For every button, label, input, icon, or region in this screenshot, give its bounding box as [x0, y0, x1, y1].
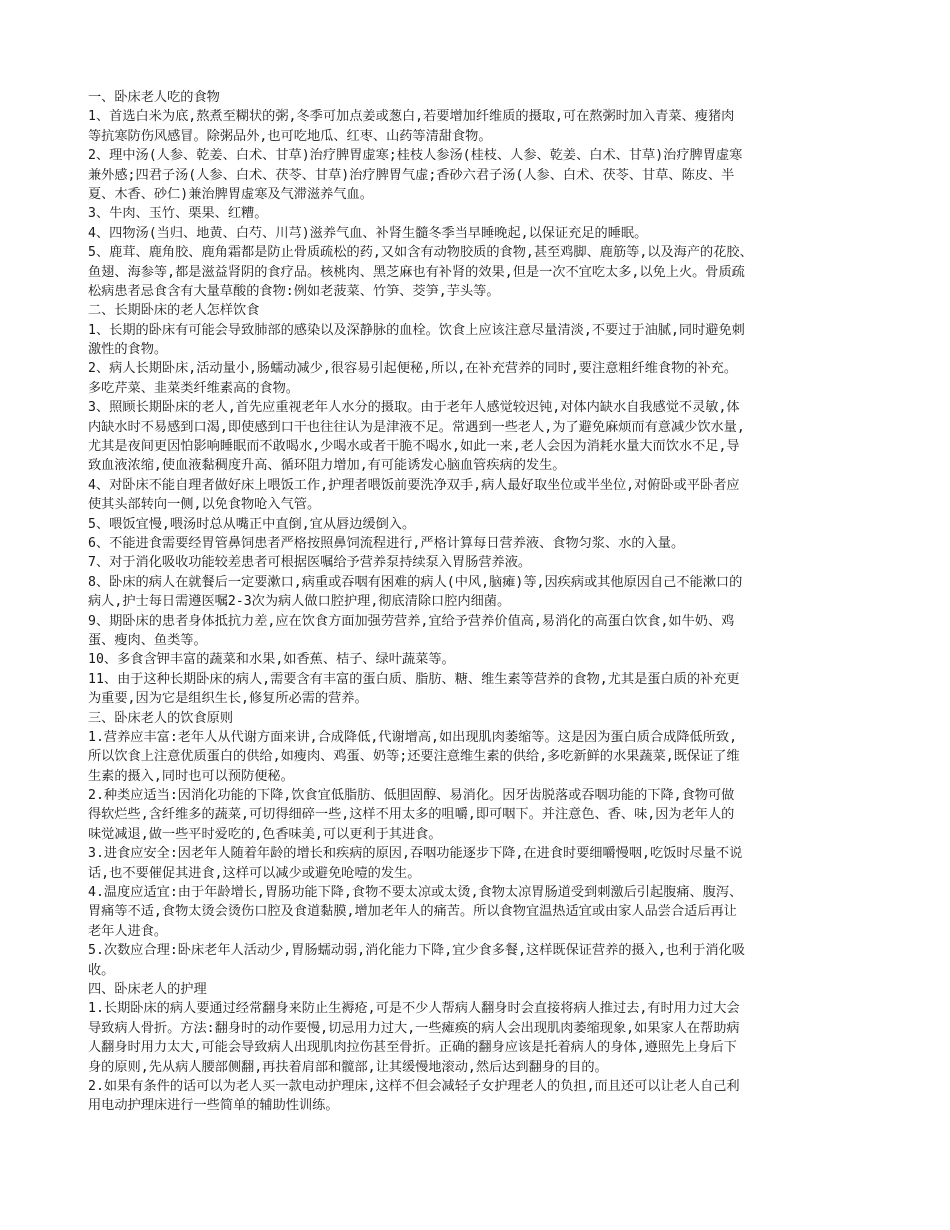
- text-line: 5、鹿茸、鹿角胶、鹿角霜都是防止骨质疏松的药,又如含有动物胶质的食物,甚至鸡脚、鹿筋等,以及海产的花胶、: [88, 245, 753, 261]
- text-line: 话,也不要催促其进食,这样可以减少或避免呛噎的发生。: [88, 865, 421, 881]
- text-line: 病人,护士每日需遵医嘱2-3次为病人做口腔护理,彻底清除口腔内细菌。: [88, 594, 511, 610]
- text-line: 生素的摄入,同时也可以预防便秘。: [88, 768, 294, 784]
- text-line: 鱼翅、海参等,都是滋益肾阴的食疗品。核桃肉、黑芝麻也有补肾的效果,但是一次不宜吃太多,以免上火。骨质疏: [88, 264, 745, 280]
- text-line: 二、长期卧床的老人怎样饮食: [88, 303, 260, 319]
- text-line: 收。: [88, 962, 115, 978]
- text-line: 3.进食应安全:因老年人随着年龄的增长和疾病的原因,吞咽功能逐步下降,在进食时要细嚼慢咽,吃饭时尽量不说: [88, 846, 743, 862]
- text-line: 2、理中汤(人参、乾姜、白术、甘草)治疗脾胃虚寒;桂枝人参汤(桂枝、人参、乾姜、白术、甘草)治疗脾胃虚寒: [88, 148, 743, 164]
- text-line: 人翻身时用力太大,可能会导致病人出现肌肉拉伤甚至骨折。正确的翻身应该是托着病人的身体,遵照先上身后下: [88, 1040, 737, 1056]
- text-line: 为重要,因为它是组织生长,修复所必需的营养。: [88, 691, 368, 707]
- text-line: 9、期卧床的患者身体抵抗力差,应在饮食方面加强劳营养,宜给予营养价值高,易消化的高蛋白饮食,如牛奶、鸡: [88, 613, 735, 629]
- text-line: 1.营养应丰富:老年人从代谢方面来讲,合成降低,代谢增高,如出现肌肉萎缩等。这是因为蛋白质合成降低所致,: [88, 729, 738, 745]
- text-line: 用电动护理床进行一些简单的辅助性训练。: [88, 1098, 339, 1114]
- text-line: 7、对于消化吸收功能较差患者可根据医嘱给予营养泵持续泵入胃肠营养液。: [88, 555, 532, 571]
- text-line: 2.如果有条件的话可以为老人买一款电动护理床,这样不但会减轻子女护理老人的负担,而且还可以让老人自己利: [88, 1078, 740, 1094]
- text-line: 多吃芹菜、韭菜类纤维素高的食物。: [88, 380, 299, 396]
- text-line: 8、卧床的病人在就餐后一定要漱口,病重或吞咽有困难的病人(中风,脑瘫)等,因疾病或其他原因自己不能漱口的: [88, 574, 743, 590]
- text-line: 三、卧床老人的饮食原则: [88, 710, 234, 726]
- text-line: 四、卧床老人的护理: [88, 981, 207, 997]
- text-line: 2.种类应适当:因消化功能的下降,饮食宜低脂肪、低胆固醇、易消化。因牙齿脱落或吞咽功能的下降,食物可做: [88, 788, 735, 804]
- text-line: 激性的食物。: [88, 342, 168, 358]
- text-line: 身的原则,先从病人腰部侧翻,再扶着肩部和髋部,让其缓慢地滚动,然后达到翻身的目的。: [88, 1059, 608, 1075]
- text-line: 1.长期卧床的病人要通过经常翻身来防止生褥疮,可是不少人帮病人翻身时会直接将病人推过去,有时用力过大会: [88, 1001, 740, 1017]
- text-line: 3、照顾长期卧床的老人,首先应重视老年人水分的摄取。由于老年人感觉较迟钝,对体内缺水自我感觉不灵敏,体: [88, 400, 740, 416]
- text-line: 6、不能进食需要经胃管鼻饲患者严格按照鼻饲流程进行,严格计算每日营养液、食物匀浆、水的入量。: [88, 535, 685, 551]
- text-line: 4、对卧床不能自理者做好床上喂饭工作,护理者喂饭前要洗净双手,病人最好取坐位或半坐位,对俯卧或平卧者应: [88, 477, 740, 493]
- text-line: 导致病人骨折。方法:翻身时的动作要慢,切忌用力过大,一些瘫痪的病人会出现肌肉萎缩现象,如果家人在帮助病: [88, 1020, 740, 1036]
- text-line: 11、由于这种长期卧床的病人,需要含有丰富的蛋白质、脂肪、糖、维生素等营养的食物,尤其是蛋白质的补充更: [88, 671, 740, 687]
- text-line: 4、四物汤(当归、地黄、白芍、川芎)滋养气血、补肾生髓冬季当早睡晚起,以保证充足的睡眠。: [88, 225, 648, 241]
- text-line: 3、牛肉、玉竹、栗果、红糟。: [88, 206, 268, 222]
- text-line: 1、长期的卧床有可能会导致肺部的感染以及深静脉的血栓。饮食上应该注意尽量清淡,不要过于油腻,同时避免刺: [88, 322, 745, 338]
- text-line: 得软烂些,含纤维多的蔬菜,可切得细碎一些,这样不用太多的咀嚼,即可咽下。并注意色、香、味,因为老年人的: [88, 807, 735, 823]
- text-line: 使其头部转向一侧,以免食物呛入气管。: [88, 497, 321, 513]
- text-line: 胃痛等不适,食物太烫会烫伤口腔及食道黏膜,增加老年人的痛苦。所以食物宜温热适宜或由家人品尝合适后再让: [88, 904, 737, 920]
- text-line: 老年人进食。: [88, 923, 168, 939]
- text-line: 所以饮食上注意优质蛋白的供给,如瘦肉、鸡蛋、奶等;还要注意维生素的供给,多吃新鲜的水果蔬菜,既保证了维: [88, 749, 740, 765]
- text-line: 内缺水时不易感到口渴,即使感到口干也往往认为是津液不足。常遇到一些老人,为了避免麻烦而有意减少饮水量,: [88, 419, 745, 435]
- text-line: 10、多食含钾丰富的蔬菜和水果,如香蕉、桔子、绿叶蔬菜等。: [88, 652, 455, 668]
- text-line: 尤其是夜间更因怕影响睡眠而不敢喝水,少喝水或者干脆不喝水,如此一来,老人会因为消耗水量大而饮水不足,导: [88, 439, 740, 455]
- document-body: [88, 88, 862, 1116]
- text-line: 2、病人长期卧床,活动量小,肠蠕动减少,很容易引起便秘,所以,在补充营养的同时,要注意粗纤维食物的补充。: [88, 361, 738, 377]
- text-line: 4.温度应适宜:由于年龄增长,胃肠功能下降,食物不要太凉或太烫,食物太凉胃肠道受到刺激后引起腹痛、腹泻、: [88, 885, 743, 901]
- text-line: 一、卧床老人吃的食物: [88, 90, 220, 105]
- text-line: 蛋、瘦肉、鱼类等。: [88, 632, 207, 648]
- text-line: 夏、木香、砂仁)兼治脾胃虚寒及气滞滋养气血。: [88, 186, 373, 202]
- text-line: 味觉减退,做一些平时爱吃的,色香味美,可以更利于其进食。: [88, 826, 442, 842]
- text-line: 等抗寒防伤风感冒。除粥品外,也可吃地瓜、红枣、山药等清甜食物。: [88, 128, 492, 144]
- text-line: 5、喂饭宜慢,喂汤时总从嘴正中直倒,宜从唇边缓倒入。: [88, 516, 416, 532]
- text-line: 致血液浓缩,使血液黏稠度升高、循环阻力增加,有可能诱发心脑血管疾病的发生。: [88, 458, 566, 474]
- text-line: 5.次数应合理:卧床老年人活动少,胃肠蠕动弱,消化能力下降,宜少食多餐,这样既保证营养的摄入,也利于消化吸: [88, 943, 745, 959]
- text-line: 1、首选白米为底,熬煮至糊状的粥,冬季可加点姜或葱白,若要增加纤维质的摄取,可在熬粥时加入青菜、瘦猪肉: [88, 109, 735, 125]
- text-line: 松病患者忌食含有大量草酸的食物:例如老菠菜、竹笋、茭笋,芋头等。: [88, 283, 500, 299]
- text-line: 兼外感;四君子汤(人参、白术、茯苓、甘草)治疗脾胃气虚;香砂六君子汤(人参、白术、茯苓、甘草、陈皮、半: [88, 167, 735, 183]
